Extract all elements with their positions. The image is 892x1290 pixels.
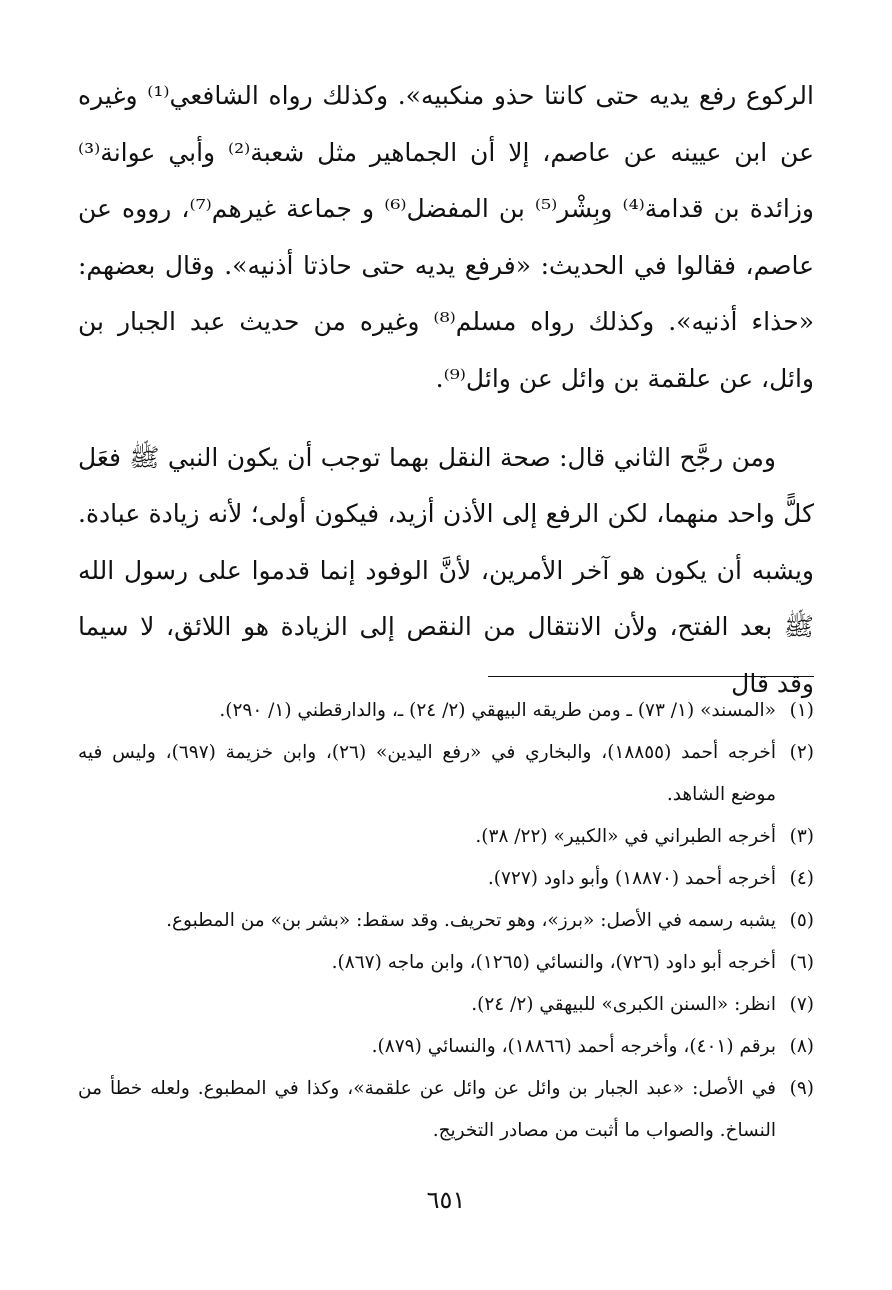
footnote-7 [78,984,814,1026]
page-number: ٦٥١ [426,1186,466,1214]
body-paragraph-1: الركوع رفع يديه حتى كانتا حذو منكبيه». وكذلك رواه الشافعي⁽¹⁾ وغيره عن ابن عيينه عن عاصم، إلا أن الجماهير مثل شعبة⁽²⁾ وأبي عوانة⁽³⁾ وزائدة بن قدامة⁽⁴⁾ وبِشْر⁽⁵⁾ بن المفضل⁽⁶⁾ و جماعة غيرهم⁽⁷⁾، رووه عن عاصم، فقالوا في الحديث: «فرفع يديه حتى حاذتا أذنيه». وقال بعضهم: «حذاء أذنيه». وكذلك رواه مسلم⁽⁸⁾ وغيره من حديث عبد الجبار بن وائل، عن علقمة بن وائل عن وائل⁽⁹⁾. [78,81,814,393]
footnote-9 [78,1068,814,1152]
footnote-4 [78,858,814,900]
footnote-text: برقم (٤٠١)، وأخرجه أحمد (١٨٨٦٦)، والنسائي (٨٧٩). [371,1036,776,1057]
footnote-number: (٧) [789,994,814,1015]
footnote-2 [78,732,814,816]
footnote-text: أخرجه الطبراني في «الكبير» (٢٢/ ٣٨). [475,826,776,847]
footnote-5 [78,900,814,942]
footnote-text: «المسند» (١/ ٧٣) ـ ومن طريقه البيهقي (٢/ ٢٤) ـ، والدارقطني (١/ ٢٩٠). [219,700,776,721]
footnote-text: في الأصل: «عبد الجبار بن وائل عن وائل عن علقمة»، وكذا في المطبوع. ولعله خطأ من النساخ. والصواب ما أثبت من مصادر التخريج. [78,1078,776,1141]
footnote-3 [78,816,814,858]
footnote-1 [78,690,814,732]
footnote-6 [78,942,814,984]
footnote-number: (٦) [789,952,814,973]
footnote-number: (٩) [789,1078,814,1099]
main-text [78,68,814,713]
footnote-number: (٨) [789,1036,814,1057]
footnote-text: أخرجه أحمد (١٨٨٥٥)، والبخاري في «رفع اليدين» (٢٦)، وابن خزيمة (٦٩٧)، وليس فيه موضع الشاهد. [78,742,777,805]
footnote-text: أخرجه أبو داود (٧٢٦)، والنسائي (١٢٦٥)، وابن ماجه (٨٦٧). [331,952,776,973]
footnote-text: انظر: «السنن الكبرى» للبيهقي (٢/ ٢٤). [471,994,776,1015]
body-paragraph-2: ومن رجَّح الثاني قال: صحة النقل بهما توجب أن يكون النبي ﷺ فعَل كلًّ واحد منهما، لكن الرفع إلى الأذن أزيد، فيكون أولى؛ لأنه زيادة عبادة. ويشبه أن يكون هو آخر الأمرين، لأنَّ الوفود إنما قدموا على رسول الله ﷺ بعد الفتح، ولأن الانتقال من النقص إلى الزيادة هو اللائق، لا سيما وقد قال [78,442,814,698]
footnote-text: يشبه رسمه في الأصل: «برز»، وهو تحريف. وقد سقط: «بشر بن» من المطبوع. [166,910,776,931]
footnote-8 [78,1026,814,1068]
footnote-number: (٤) [789,868,814,889]
footnote-number: (١) [789,700,814,721]
footnote-text: أخرجه أحمد (١٨٨٧٠) وأبو داود (٧٢٧). [487,868,776,889]
footnote-divider [488,676,814,677]
footnote-number: (٢) [789,742,814,763]
footnotes [78,690,814,1152]
footnote-number: (٣) [789,826,814,847]
footnote-number: (٥) [789,910,814,931]
